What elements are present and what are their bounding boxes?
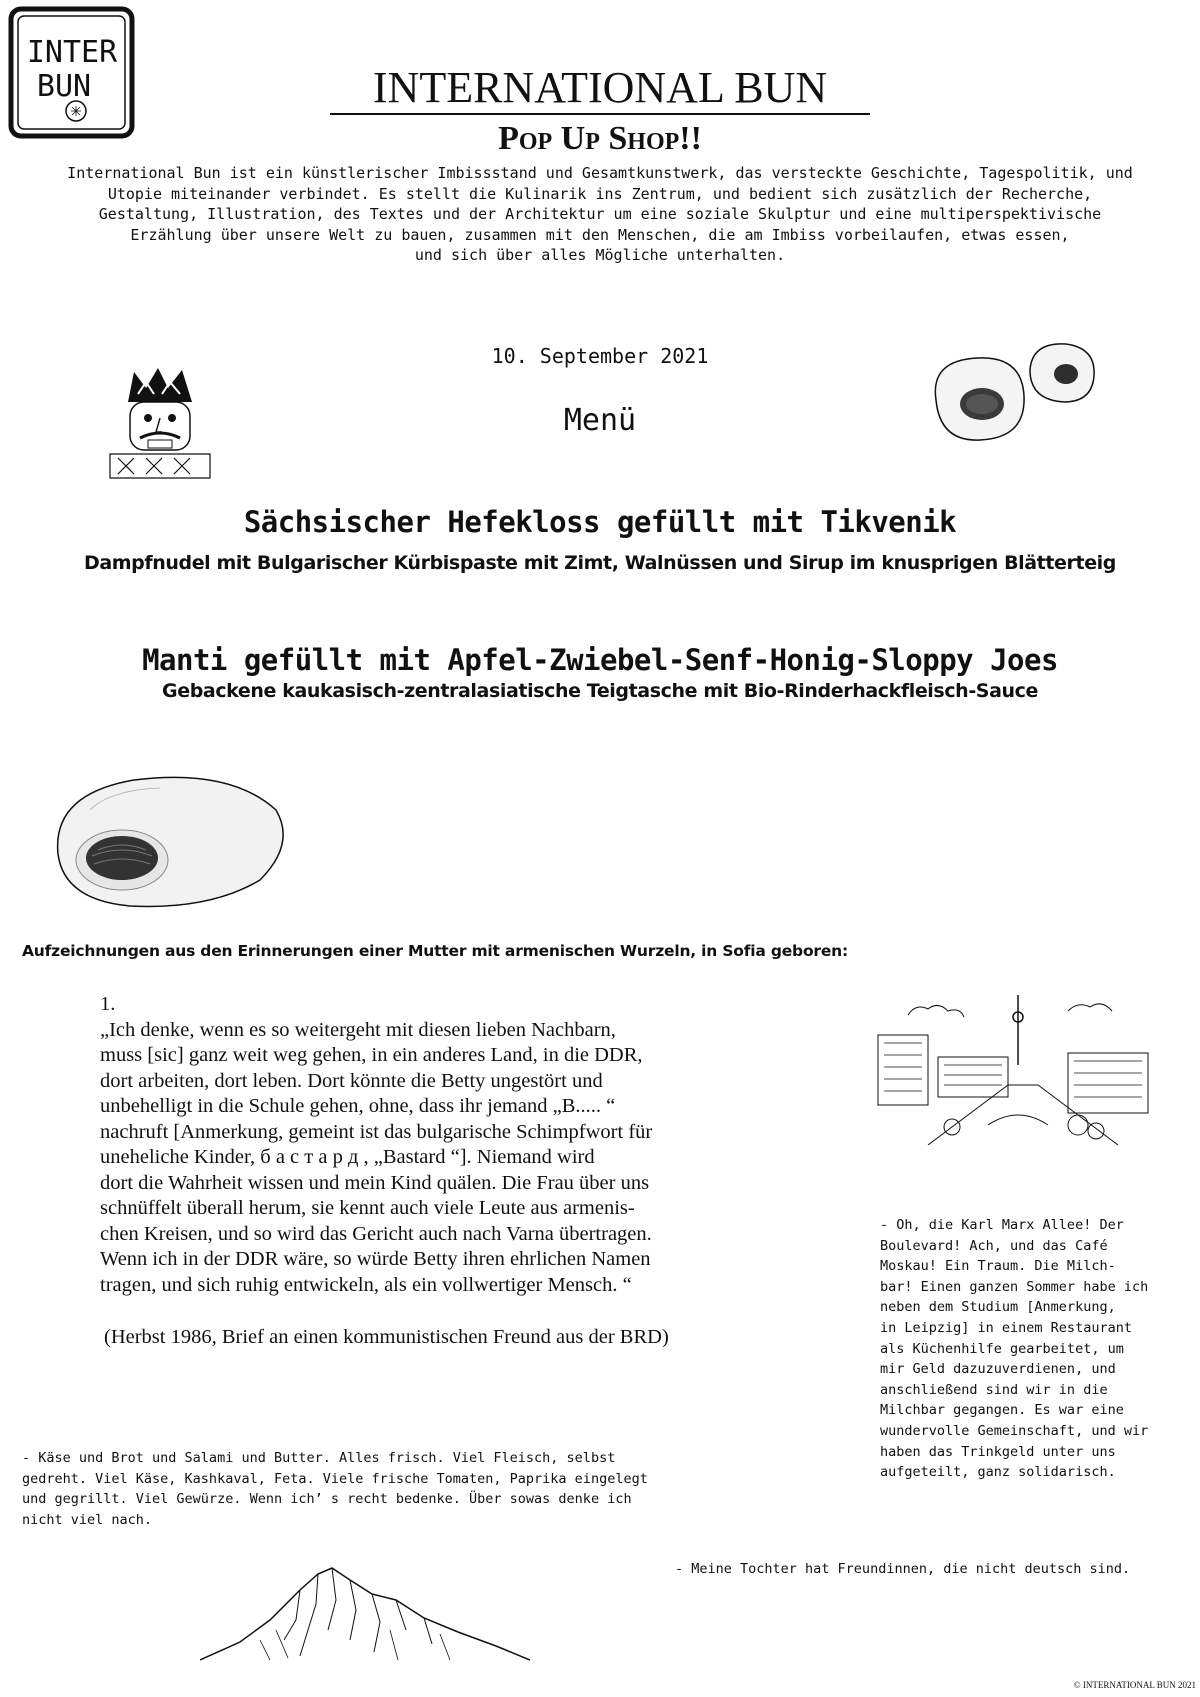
food-memory-quote: - Käse und Brot und Salami und Butter. Alles frisch. Viel Fleisch, selbst gedreht. Viel Käse, Kashkaval, Feta. Viele frische Tomaten, Paprika eingelegt und gegrillt. Viel Gewürze. Wenn ich’ s recht bedenke. Über sowas denke ich nicht viel nach. (22, 1450, 648, 1528)
page-title: INTERNATIONAL BUN (372, 63, 828, 112)
title-divider (330, 113, 870, 115)
intro-paragraph: International Bun ist ein künstlerischer Imbissstand und Gesamtkunstwerk, das versteckte Geschichte, Tagespolitik, und Utopie miteinander verbindet. Es stellt die Kulinarik ins Zentrum, und bedient sich zusätzlich der Recherche, Gestaltung, Illustration, des Textes und der Architektur um eine soziale Skulptur und eine multiperspektivische Erzählung über unsere Welt zu bauen, zusammen mit den Menschen, die am Imbiss vorbeilaufen, etwas essen, und sich über alles Mögliche unterhalten. (67, 164, 1133, 264)
menu-heading: Menü (563, 403, 637, 438)
copyright: © INTERNATIONAL BUN 2021 (1073, 1680, 1196, 1690)
dish-description-2: Gebackene kaukasisch-zentralasiatische Teigtasche mit Bio-Rinderhackfleisch-Sauce (162, 680, 1038, 702)
dish-name-2: Manti gefüllt mit Apfel-Zwiebel-Senf-Honig-Sloppy Joes (142, 643, 1058, 677)
bun-illustration (926, 340, 1098, 454)
logo-text-line2: BUN (36, 69, 92, 104)
city-boulevard-illustration (868, 995, 1160, 1145)
logo (8, 6, 136, 140)
memory-quote: 1. „Ich denke, wenn es so weitergeht mit diesen lieben Nachbarn, muss [sic] ganz weit weg gehen, in ein anderes Land, in die DDR, dort arbeiten, dort leben. Dort könnte die Betty ungestört und unbehelligt in die Schule gehen, ohne, dass ihr jemand „B..... “ nachruft [Anmerkung, gemeint ist das bulgarische Schimpfwort für uneheliche Kinder, б а с т а р д , „Bastard “]. Niemand wird dort die Wahrheit wissen und mein Kind quälen. Die Frau über uns schnüffelt überall herum, sie kennt auch viele Leute aus armenis- chen Kreisen, und so wird das Gericht auch nach Varna übertragen. Wenn ich in der DDR wäre, so würde Betty ihren ehrlichen Namen tragen, und sich ruhig entwickeln, als ein vollwertiger Mensch. “ (100, 993, 653, 1296)
memory-source: (Herbst 1986, Brief an einen kommunistischen Freund aus der BRD) (104, 1326, 669, 1348)
bun-cross-section-illustration (50, 770, 290, 910)
dish-description-1: Dampfnudel mit Bulgarischer Kürbispaste mit Zimt, Walnüssen und Sirup im knusprigen Blätterteig (83, 552, 1116, 574)
nutcracker-icon (108, 362, 216, 482)
dish-name-1: Sächsischer Hefekloss gefüllt mit Tikvenik (243, 505, 957, 539)
event-date: 10. September 2021 (491, 344, 709, 368)
notes-heading: Aufzeichnungen aus den Erinnerungen einer Mutter mit armenischen Wurzeln, in Sofia geboren: (22, 942, 848, 960)
mountain-illustration (200, 1560, 530, 1670)
page-subtitle: Pop Up Shop!! (498, 120, 702, 157)
logo-text-line1: INTER (26, 35, 118, 70)
karl-marx-allee-quote: - Oh, die Karl Marx Allee! Der Boulevard! Ach, und das Café Moskau! Ein Traum. Die Milch- bar! Einen ganzen Sommer habe ich neben dem Studium [Anmerkung, in Leipzig] in einem Restaurant als Küchenhilfe gearbeitet, um mir Geld dazuzuverdienen, und anschließend sind wir in die Milchbar gegangen. Es war eine wundervolle Gemeinschaft, und wir haben das Trinkgeld unter uns aufgeteilt, ganz solidarisch. (880, 1217, 1149, 1481)
daughter-quote: - Meine Tochter hat Freundinnen, die nicht deutsch sind. (675, 1561, 1131, 1577)
